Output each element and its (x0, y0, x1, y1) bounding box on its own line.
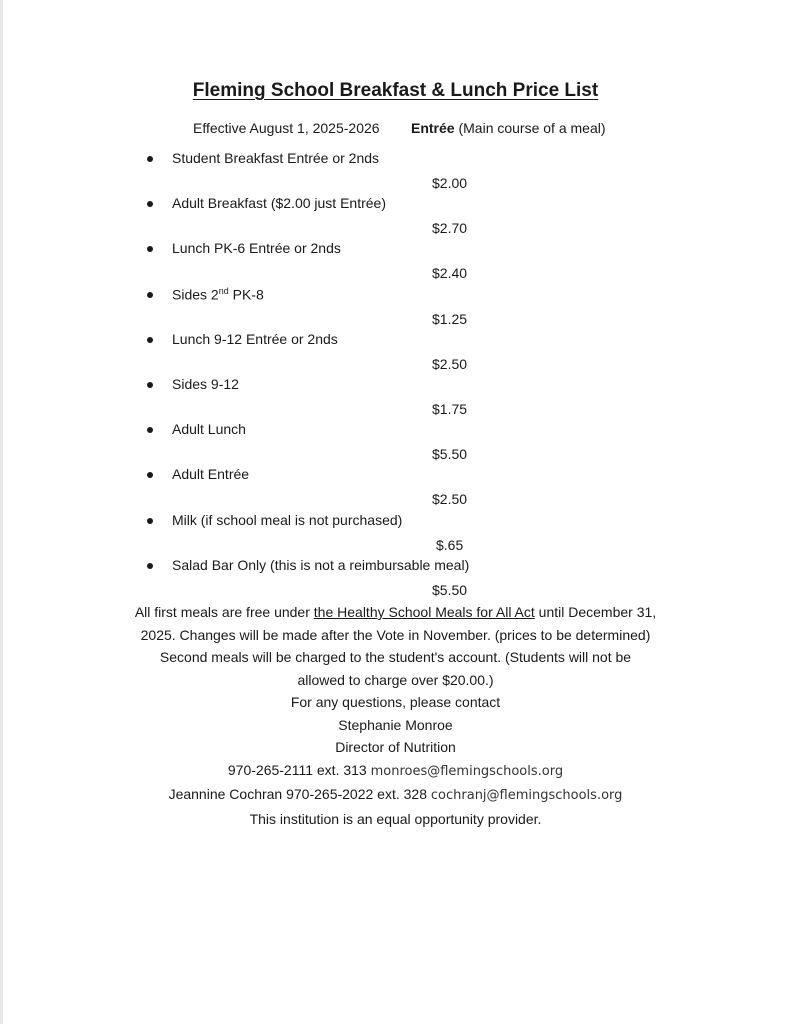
entree-definition: (Main course of a meal) (454, 120, 606, 136)
free-meals-note (0, 601, 791, 624)
list-item (0, 376, 791, 421)
item-label-suffix: PK-8 (228, 286, 264, 303)
item-price: $2.50 (432, 491, 468, 508)
item-price: $2.40 (432, 265, 468, 282)
item-label: Adult Breakfast ($2.00 just Entrée) (172, 195, 386, 212)
bullet-icon (147, 518, 153, 524)
bullet-icon (147, 201, 153, 207)
list-item (0, 286, 791, 331)
contact2-email-link[interactable]: cochranj@flemingschools.org (430, 788, 623, 803)
contact2-text: Jeannine Cochran 970-265-2022 ext. 328 (168, 786, 431, 802)
item-label: Salad Bar Only (this is not a reimbursable meal) (172, 556, 470, 573)
healthy-meals-act-link[interactable]: the Healthy School Meals for All Act (313, 604, 535, 620)
item-label: Lunch 9-12 Entrée or 2nds (172, 330, 338, 347)
item-label (172, 286, 264, 303)
footer-notes (0, 601, 791, 830)
contact-email-link[interactable]: monroes@flemingschools.org (370, 763, 564, 779)
page-title: Fleming School Breakfast & Lunch Price List (192, 80, 599, 101)
item-price: $2.50 (432, 355, 468, 372)
item-price: $2.00 (432, 175, 468, 191)
item-label-superscript: nd (218, 285, 229, 296)
item-label: Adult Entrée (172, 466, 250, 483)
contact-intro: For any questions, please contact (290, 694, 501, 710)
subheading (193, 120, 606, 136)
changes-note: 2025. Changes will be made after the Vote in November. (prices to be determined) (140, 626, 651, 643)
item-label: Student Breakfast Entrée or 2nds (172, 150, 380, 166)
item-price: $1.25 (432, 310, 468, 327)
price-list (0, 150, 791, 602)
item-label: Adult Lunch (172, 421, 246, 438)
bullet-icon (147, 427, 153, 433)
charge-limit-note: allowed to charge over $20.00.) (297, 671, 494, 688)
item-label: Sides 9-12 (172, 375, 239, 392)
bullet-icon (147, 563, 153, 569)
bullet-icon (147, 382, 153, 388)
equal-opportunity-statement: This institution is an equal opportunity provider. (249, 810, 542, 827)
list-item (0, 331, 791, 376)
contact-name: Stephanie Monroe (338, 716, 453, 733)
list-item (0, 557, 791, 602)
contact-phone: 970-265-2111 ext. 313 (227, 761, 371, 778)
bullet-icon (147, 472, 153, 478)
item-price: $5.50 (432, 446, 468, 463)
item-label: Lunch PK-6 Entrée or 2nds (172, 240, 341, 257)
contact-title: Director of Nutrition (335, 739, 456, 755)
item-price: $.65 (436, 536, 464, 553)
bullet-icon (147, 246, 153, 252)
second-meals-note: Second meals will be charged to the student's account. (Students will not be (159, 649, 632, 665)
list-item (0, 512, 791, 557)
item-price: $1.75 (432, 400, 468, 417)
bullet-icon (147, 292, 153, 298)
contact2-line (0, 783, 791, 808)
list-item (0, 466, 791, 511)
note-text: All first meals are free under (134, 604, 314, 620)
item-label-prefix: Sides 2 (172, 286, 219, 303)
bullet-icon (147, 156, 153, 162)
item-label: Milk (if school meal is not purchased) (172, 511, 403, 528)
list-item (0, 421, 791, 466)
entree-term: Entrée (411, 120, 455, 136)
effective-date: Effective August 1, 2025-2026 (193, 120, 380, 136)
list-item (0, 195, 791, 240)
contact-line (0, 759, 791, 784)
bullet-icon (147, 337, 153, 343)
item-price: $5.50 (432, 581, 468, 598)
note-text: until December 31, (534, 604, 657, 620)
item-price: $2.70 (432, 220, 468, 237)
list-item (0, 240, 791, 285)
list-item (0, 150, 791, 195)
